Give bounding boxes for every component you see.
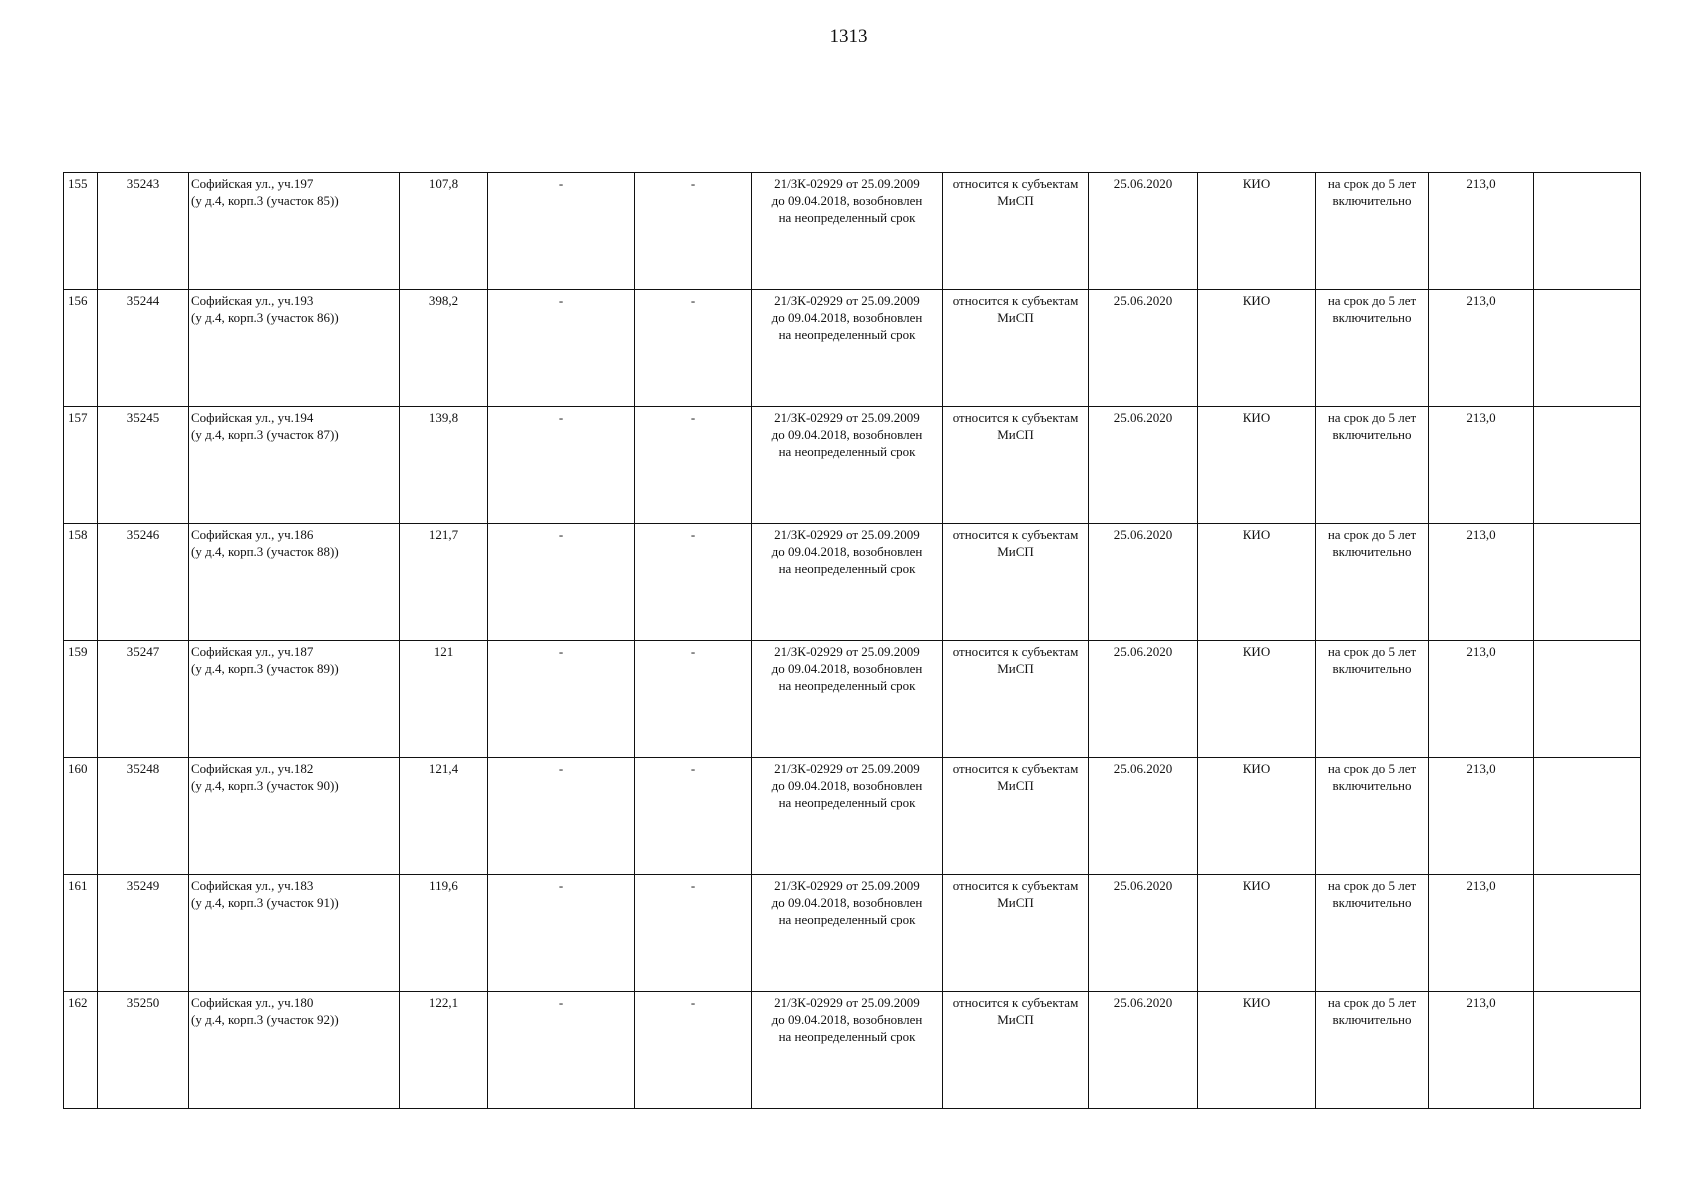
address-cell: [189, 641, 400, 758]
id-text: 35248: [126, 761, 160, 776]
org-cell: [1198, 524, 1316, 641]
term-cell: [1316, 992, 1429, 1109]
contract-line2-text: до 09.04.2018, возобновлен: [771, 1012, 923, 1027]
area-cell: [400, 992, 488, 1109]
table-row: [64, 641, 1641, 758]
category-cell: [943, 173, 1089, 290]
id-cell: [98, 641, 189, 758]
address-cell: [189, 524, 400, 641]
org-text: КИО: [1242, 410, 1271, 425]
address-line2-text: (у д.4, корп.3 (участок 86)): [191, 310, 339, 325]
address-line2-text: (у д.4, корп.3 (участок 87)): [191, 427, 339, 442]
address-line2-text: (у д.4, корп.3 (участок 90)): [191, 778, 339, 793]
org-cell: [1198, 641, 1316, 758]
col5-text: -: [558, 410, 564, 425]
category-line1-text: относится к субъектам: [952, 293, 1079, 308]
address-line1-text: Софийская ул., уч.182: [191, 761, 314, 776]
date-text: 25.06.2020: [1113, 761, 1173, 776]
value-cell: [1429, 524, 1534, 641]
col5-text: -: [558, 644, 564, 659]
contract-line2-text: до 09.04.2018, возобновлен: [771, 193, 923, 208]
address-cell: [189, 290, 400, 407]
id-text: 35245: [126, 410, 160, 425]
value-text: 213,0: [1466, 410, 1496, 425]
category-line2-text: МиСП: [997, 1012, 1034, 1027]
contract-line3-text: на неопределенный срок: [778, 561, 916, 576]
row-number-cell: [64, 641, 98, 758]
category-cell: [943, 407, 1089, 524]
contract-line3-text: на неопределенный срок: [778, 210, 916, 225]
table-row: [64, 758, 1641, 875]
org-cell: [1198, 173, 1316, 290]
empty-cell: [1534, 407, 1641, 524]
address-line2-text: (у д.4, корп.3 (участок 85)): [191, 193, 339, 208]
contract-cell: [752, 173, 943, 290]
empty-cell: [1534, 524, 1641, 641]
address-line1-text: Софийская ул., уч.186: [191, 527, 314, 542]
contract-line1-text: 21/ЗК-02929 от 25.09.2009: [774, 176, 920, 191]
no-text: 156: [68, 293, 88, 308]
term-cell: [1316, 875, 1429, 992]
org-cell: [1198, 875, 1316, 992]
col5-text: -: [558, 878, 564, 893]
term-line1-text: на срок до 5 лет: [1327, 410, 1417, 425]
contract-line1-text: 21/ЗК-02929 от 25.09.2009: [774, 410, 920, 425]
col6-text: -: [690, 293, 696, 308]
contract-cell: [752, 641, 943, 758]
address-line2-text: (у д.4, корп.3 (участок 89)): [191, 661, 339, 676]
category-cell: [943, 290, 1089, 407]
address-line2-text: (у д.4, корп.3 (участок 91)): [191, 895, 339, 910]
address-line1-text: Софийская ул., уч.194: [191, 410, 314, 425]
date-cell: [1089, 524, 1198, 641]
col6-text: -: [690, 761, 696, 776]
id-text: 35244: [126, 293, 160, 308]
table-row: [64, 875, 1641, 992]
table-row: [64, 173, 1641, 290]
id-cell: [98, 173, 189, 290]
table-row: [64, 992, 1641, 1109]
address-cell: [189, 758, 400, 875]
date-text: 25.06.2020: [1113, 410, 1173, 425]
area-text: 107,8: [428, 176, 459, 191]
value-cell: [1429, 875, 1534, 992]
land-plot-table: [63, 172, 1641, 1109]
contract-line1-text: 21/ЗК-02929 от 25.09.2009: [774, 995, 920, 1010]
value-cell: [1429, 641, 1534, 758]
dash-cell-2: [635, 641, 752, 758]
term-line2-text: включительно: [1332, 778, 1412, 793]
value-text: 213,0: [1466, 527, 1496, 542]
date-text: 25.06.2020: [1113, 878, 1173, 893]
contract-line1-text: 21/ЗК-02929 от 25.09.2009: [774, 761, 920, 776]
org-cell: [1198, 992, 1316, 1109]
dash-cell-1: [488, 875, 635, 992]
date-cell: [1089, 875, 1198, 992]
dash-cell-1: [488, 992, 635, 1109]
term-cell: [1316, 524, 1429, 641]
table-row: [64, 290, 1641, 407]
category-cell: [943, 875, 1089, 992]
value-text: 213,0: [1466, 644, 1496, 659]
dash-cell-2: [635, 407, 752, 524]
date-text: 25.06.2020: [1113, 527, 1173, 542]
contract-cell: [752, 407, 943, 524]
address-line1-text: Софийская ул., уч.197: [191, 176, 314, 191]
term-line2-text: включительно: [1332, 544, 1412, 559]
dash-cell-2: [635, 524, 752, 641]
term-line1-text: на срок до 5 лет: [1327, 761, 1417, 776]
table-row: [64, 524, 1641, 641]
term-line1-text: на срок до 5 лет: [1327, 644, 1417, 659]
address-line1-text: Софийская ул., уч.187: [191, 644, 314, 659]
org-text: КИО: [1242, 878, 1271, 893]
area-cell: [400, 407, 488, 524]
contract-line2-text: до 09.04.2018, возобновлен: [771, 310, 923, 325]
no-text: 159: [68, 644, 88, 659]
area-cell: [400, 875, 488, 992]
empty-cell: [1534, 173, 1641, 290]
date-cell: [1089, 407, 1198, 524]
dash-cell-2: [635, 758, 752, 875]
contract-line2-text: до 09.04.2018, возобновлен: [771, 778, 923, 793]
id-cell: [98, 758, 189, 875]
col5-text: -: [558, 995, 564, 1010]
contract-line3-text: на неопределенный срок: [778, 795, 916, 810]
col6-text: -: [690, 527, 696, 542]
category-line2-text: МиСП: [997, 427, 1034, 442]
col5-text: -: [558, 176, 564, 191]
empty-cell: [1534, 290, 1641, 407]
address-line1-text: Софийская ул., уч.183: [191, 878, 314, 893]
area-cell: [400, 758, 488, 875]
id-cell: [98, 875, 189, 992]
address-cell: [189, 875, 400, 992]
category-line2-text: МиСП: [997, 895, 1034, 910]
org-text: КИО: [1242, 644, 1271, 659]
term-line1-text: на срок до 5 лет: [1327, 293, 1417, 308]
date-text: 25.06.2020: [1113, 293, 1173, 308]
category-line1-text: относится к субъектам: [952, 995, 1079, 1010]
value-text: 213,0: [1466, 293, 1496, 308]
contract-cell: [752, 290, 943, 407]
value-cell: [1429, 992, 1534, 1109]
address-cell: [189, 992, 400, 1109]
term-cell: [1316, 173, 1429, 290]
id-cell: [98, 524, 189, 641]
no-text: 162: [68, 995, 88, 1010]
date-text: 25.06.2020: [1113, 644, 1173, 659]
dash-cell-1: [488, 758, 635, 875]
contract-line3-text: на неопределенный срок: [778, 327, 916, 342]
contract-line3-text: на неопределенный срок: [778, 678, 916, 693]
category-line1-text: относится к субъектам: [952, 878, 1079, 893]
contract-line1-text: 21/ЗК-02929 от 25.09.2009: [774, 293, 920, 308]
value-text: 213,0: [1466, 761, 1496, 776]
org-cell: [1198, 758, 1316, 875]
dash-cell-1: [488, 290, 635, 407]
area-text: 122,1: [428, 995, 459, 1010]
contract-cell: [752, 875, 943, 992]
contract-line1-text: 21/ЗК-02929 от 25.09.2009: [774, 878, 920, 893]
area-cell: [400, 641, 488, 758]
dash-cell-1: [488, 173, 635, 290]
page-number: 1313: [829, 26, 868, 47]
no-text: 161: [68, 878, 88, 893]
contract-line3-text: на неопределенный срок: [778, 1029, 916, 1044]
id-text: 35249: [126, 878, 160, 893]
term-line2-text: включительно: [1332, 310, 1412, 325]
area-text: 121,4: [428, 761, 459, 776]
area-text: 398,2: [428, 293, 459, 308]
row-number-cell: [64, 992, 98, 1109]
date-cell: [1089, 173, 1198, 290]
col6-text: -: [690, 644, 696, 659]
contract-line1-text: 21/ЗК-02929 от 25.09.2009: [774, 644, 920, 659]
no-text: 160: [68, 761, 88, 776]
category-line2-text: МиСП: [997, 193, 1034, 208]
id-cell: [98, 290, 189, 407]
area-cell: [400, 173, 488, 290]
category-line2-text: МиСП: [997, 778, 1034, 793]
row-number-cell: [64, 290, 98, 407]
empty-cell: [1534, 758, 1641, 875]
org-text: КИО: [1242, 293, 1271, 308]
org-text: КИО: [1242, 527, 1271, 542]
area-cell: [400, 290, 488, 407]
contract-line1-text: 21/ЗК-02929 от 25.09.2009: [774, 527, 920, 542]
category-line1-text: относится к субъектам: [952, 761, 1079, 776]
dash-cell-2: [635, 173, 752, 290]
term-line2-text: включительно: [1332, 427, 1412, 442]
id-cell: [98, 407, 189, 524]
term-cell: [1316, 641, 1429, 758]
col6-text: -: [690, 995, 696, 1010]
date-cell: [1089, 992, 1198, 1109]
category-line1-text: относится к субъектам: [952, 410, 1079, 425]
area-text: 121: [433, 644, 454, 659]
area-text: 121,7: [428, 527, 459, 542]
term-line1-text: на срок до 5 лет: [1327, 995, 1417, 1010]
col6-text: -: [690, 878, 696, 893]
dash-cell-2: [635, 290, 752, 407]
id-text: 35250: [126, 995, 160, 1010]
value-cell: [1429, 407, 1534, 524]
no-text: 157: [68, 410, 88, 425]
dash-cell-1: [488, 641, 635, 758]
date-cell: [1089, 641, 1198, 758]
address-line1-text: Софийская ул., уч.180: [191, 995, 314, 1010]
org-cell: [1198, 290, 1316, 407]
date-cell: [1089, 758, 1198, 875]
category-line1-text: относится к субъектам: [952, 644, 1079, 659]
area-text: 139,8: [428, 410, 459, 425]
category-line2-text: МиСП: [997, 544, 1034, 559]
empty-cell: [1534, 992, 1641, 1109]
address-cell: [189, 407, 400, 524]
category-line2-text: МиСП: [997, 310, 1034, 325]
contract-line3-text: на неопределенный срок: [778, 912, 916, 927]
id-text: 35246: [126, 527, 160, 542]
contract-line2-text: до 09.04.2018, возобновлен: [771, 544, 923, 559]
contract-line3-text: на неопределенный срок: [778, 444, 916, 459]
address-line2-text: (у д.4, корп.3 (участок 92)): [191, 1012, 339, 1027]
term-cell: [1316, 758, 1429, 875]
org-text: КИО: [1242, 761, 1271, 776]
dash-cell-1: [488, 407, 635, 524]
row-number-cell: [64, 875, 98, 992]
date-cell: [1089, 290, 1198, 407]
empty-cell: [1534, 875, 1641, 992]
category-cell: [943, 524, 1089, 641]
term-line1-text: на срок до 5 лет: [1327, 527, 1417, 542]
row-number-cell: [64, 758, 98, 875]
no-text: 158: [68, 527, 88, 542]
area-text: 119,6: [429, 878, 458, 893]
value-cell: [1429, 290, 1534, 407]
dash-cell-2: [635, 992, 752, 1109]
empty-cell: [1534, 641, 1641, 758]
address-cell: [189, 173, 400, 290]
address-line1-text: Софийская ул., уч.193: [191, 293, 314, 308]
table-body: [64, 173, 1641, 1109]
term-line2-text: включительно: [1332, 1012, 1412, 1027]
col5-text: -: [558, 527, 564, 542]
row-number-cell: [64, 524, 98, 641]
value-cell: [1429, 173, 1534, 290]
value-text: 213,0: [1466, 176, 1496, 191]
term-cell: [1316, 290, 1429, 407]
term-cell: [1316, 407, 1429, 524]
contract-line2-text: до 09.04.2018, возобновлен: [771, 661, 923, 676]
contract-line2-text: до 09.04.2018, возобновлен: [771, 427, 923, 442]
id-cell: [98, 992, 189, 1109]
address-line2-text: (у д.4, корп.3 (участок 88)): [191, 544, 339, 559]
contract-cell: [752, 758, 943, 875]
contract-line2-text: до 09.04.2018, возобновлен: [771, 895, 923, 910]
term-line2-text: включительно: [1332, 661, 1412, 676]
col5-text: -: [558, 761, 564, 776]
date-text: 25.06.2020: [1113, 176, 1173, 191]
term-line2-text: включительно: [1332, 193, 1412, 208]
table-row: [64, 407, 1641, 524]
area-cell: [400, 524, 488, 641]
col5-text: -: [558, 293, 564, 308]
contract-cell: [752, 524, 943, 641]
category-line2-text: МиСП: [997, 661, 1034, 676]
date-text: 25.06.2020: [1113, 995, 1173, 1010]
category-line1-text: относится к субъектам: [952, 527, 1079, 542]
value-cell: [1429, 758, 1534, 875]
id-text: 35243: [126, 176, 160, 191]
col6-text: -: [690, 410, 696, 425]
col6-text: -: [690, 176, 696, 191]
category-cell: [943, 641, 1089, 758]
org-cell: [1198, 407, 1316, 524]
value-text: 213,0: [1466, 878, 1496, 893]
id-text: 35247: [126, 644, 160, 659]
category-cell: [943, 992, 1089, 1109]
org-text: КИО: [1242, 176, 1271, 191]
category-cell: [943, 758, 1089, 875]
value-text: 213,0: [1466, 995, 1496, 1010]
dash-cell-1: [488, 524, 635, 641]
row-number-cell: [64, 173, 98, 290]
category-line1-text: относится к субъектам: [952, 176, 1079, 191]
no-text: 155: [68, 176, 88, 191]
org-text: КИО: [1242, 995, 1271, 1010]
term-line1-text: на срок до 5 лет: [1327, 176, 1417, 191]
term-line1-text: на срок до 5 лет: [1327, 878, 1417, 893]
row-number-cell: [64, 407, 98, 524]
contract-cell: [752, 992, 943, 1109]
term-line2-text: включительно: [1332, 895, 1412, 910]
dash-cell-2: [635, 875, 752, 992]
